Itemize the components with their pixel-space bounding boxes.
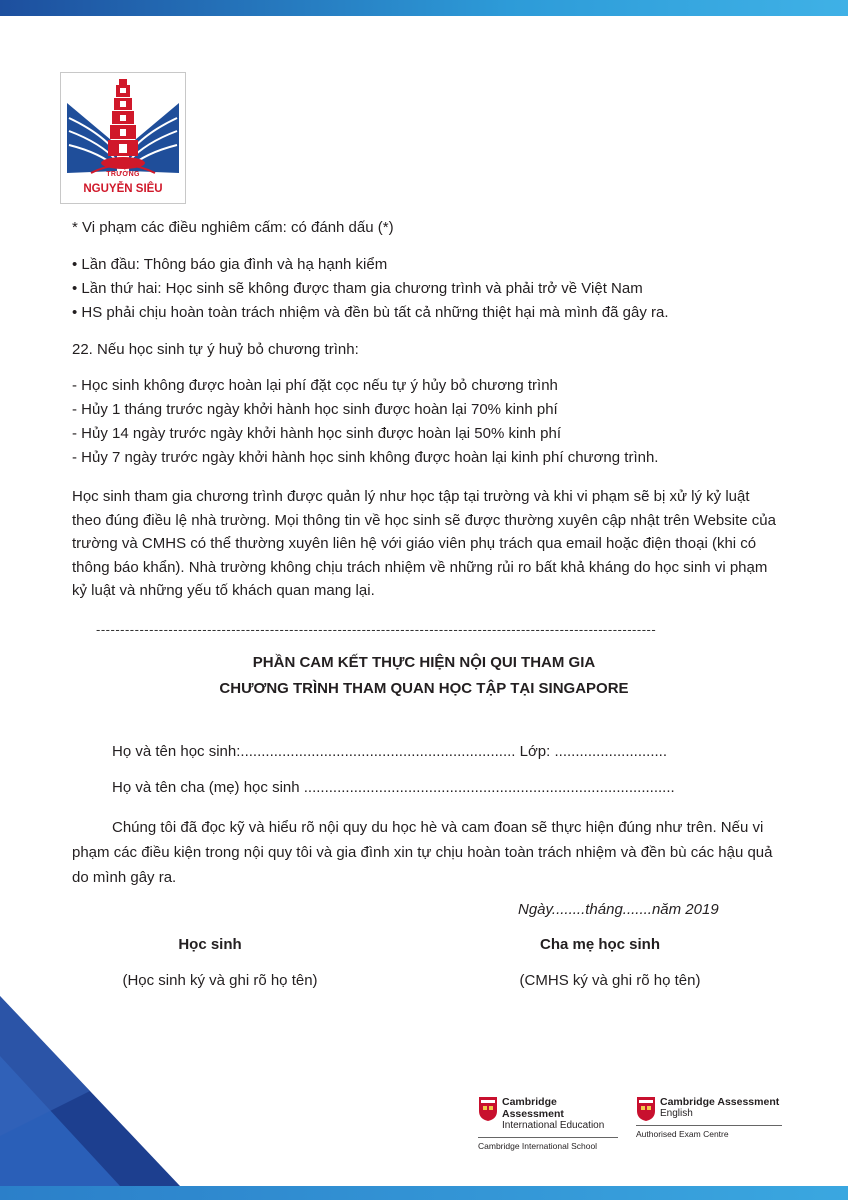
cam-left-line2: International Education <box>502 1120 605 1131</box>
cambridge-shield-icon <box>636 1096 656 1122</box>
student-sign-note: (Học sinh ký và ghi rõ họ tên) <box>122 972 318 989</box>
top-color-bar <box>0 0 848 16</box>
student-sign-title: Học sinh <box>178 936 242 953</box>
student-name-field: Họ và tên học sinh:.................................................................. Lớp: ........................... <box>112 743 668 760</box>
cambridge-english-logo <box>636 1096 782 1139</box>
cam-right-foot: Authorised Exam Centre <box>636 1129 729 1139</box>
cancellation-heading: 22. Nếu học sinh tự ý huỷ bỏ chương trình: <box>72 341 359 358</box>
cam-left-foot: Cambridge International School <box>478 1141 598 1151</box>
commitment-title-line2: CHƯƠNG TRÌNH THAM QUAN HỌC TẬP TẠI SINGAPORE <box>219 680 629 697</box>
prohibited-item: • Lần đầu: Thông báo gia đình và hạ hạnh kiểm <box>72 256 388 273</box>
logo-school-name: NGUYỄN SIÊU <box>83 183 163 195</box>
school-logo <box>60 72 186 204</box>
cam-left-line1: Cambridge Assessment <box>502 1096 564 1120</box>
management-paragraph: Học sinh tham gia chương trình được quản lý như học tập tại trường và khi vi phạm sẽ bị xử lý kỷ luật theo đúng điều lệ nhà trường. Mọi thông tin về học sinh sẽ được thường xuyên cập nhật trên Website của trường và CMHS có thể thường xuyên liên hệ với giáo viên phụ trách qua email hoặc điện thoại (khi có thông báo khẩn). Nhà trường không chịu trách nhiệm về những rủi ro bất khả kháng do học sinh vi phạm kỷ luật và những yếu tố khách quan mang lại. <box>72 488 776 599</box>
date-line: Ngày........tháng.......năm 2019 <box>518 901 719 918</box>
cancellation-item: - Hủy 14 ngày trước ngày khởi hành học sinh được hoàn lại 50% kinh phí <box>72 425 562 442</box>
commitment-statement: Chúng tôi đã đọc kỹ và hiểu rõ nội quy du học hè và cam đoan sẽ thực hiện đúng như trên. Nếu vi phạm các điều kiện trong nội quy tôi và gia đình xin tự chịu hoàn toàn trách nhiệm và đền bù các hậu quả do mình gây ra. <box>72 819 773 886</box>
commitment-title-line1: PHẦN CAM KẾT THỰC HIỆN NỘI QUI THAM GIA <box>252 654 596 671</box>
parent-sign-note: (CMHS ký và ghi rõ họ tên) <box>519 972 701 989</box>
cancellation-item: - Hủy 1 tháng trước ngày khởi hành học sinh được hoàn lại 70% kinh phí <box>72 401 558 418</box>
logo-small-label: TRƯỜNG <box>106 171 140 178</box>
cambridge-international-logo <box>478 1096 618 1151</box>
corner-decoration <box>0 996 180 1186</box>
cam-right-line2: English <box>660 1108 693 1119</box>
cancellation-item: - Hủy 7 ngày trước ngày khởi hành học sinh không được hoàn lại kinh phí chương trình. <box>72 449 659 466</box>
cam-right-line1: Cambridge Assessment <box>660 1096 780 1108</box>
parent-sign-title: Cha mẹ học sinh <box>539 936 661 953</box>
cancellation-item: - Học sinh không được hoàn lại phí đặt cọc nếu tự ý hủy bỏ chương trình <box>72 377 558 394</box>
prohibited-item: • Lần thứ hai: Học sinh sẽ không được tham gia chương trình và phải trở về Việt Nam <box>72 280 643 297</box>
cambridge-shield-icon <box>478 1096 498 1122</box>
separator-line: -------------------------------------------------------------------------------------------------------------------- <box>96 622 657 637</box>
bottom-color-bar <box>0 1186 848 1200</box>
prohibited-intro: * Vi phạm các điều nghiêm cấm: có đánh dấu (*) <box>72 219 394 236</box>
prohibited-item: • HS phải chịu hoàn toàn trách nhiệm và đền bù tất cả những thiệt hại mà mình đã gây ra. <box>72 304 669 321</box>
parent-name-field: Họ và tên cha (mẹ) học sinh ......................................................................................... <box>112 779 675 796</box>
